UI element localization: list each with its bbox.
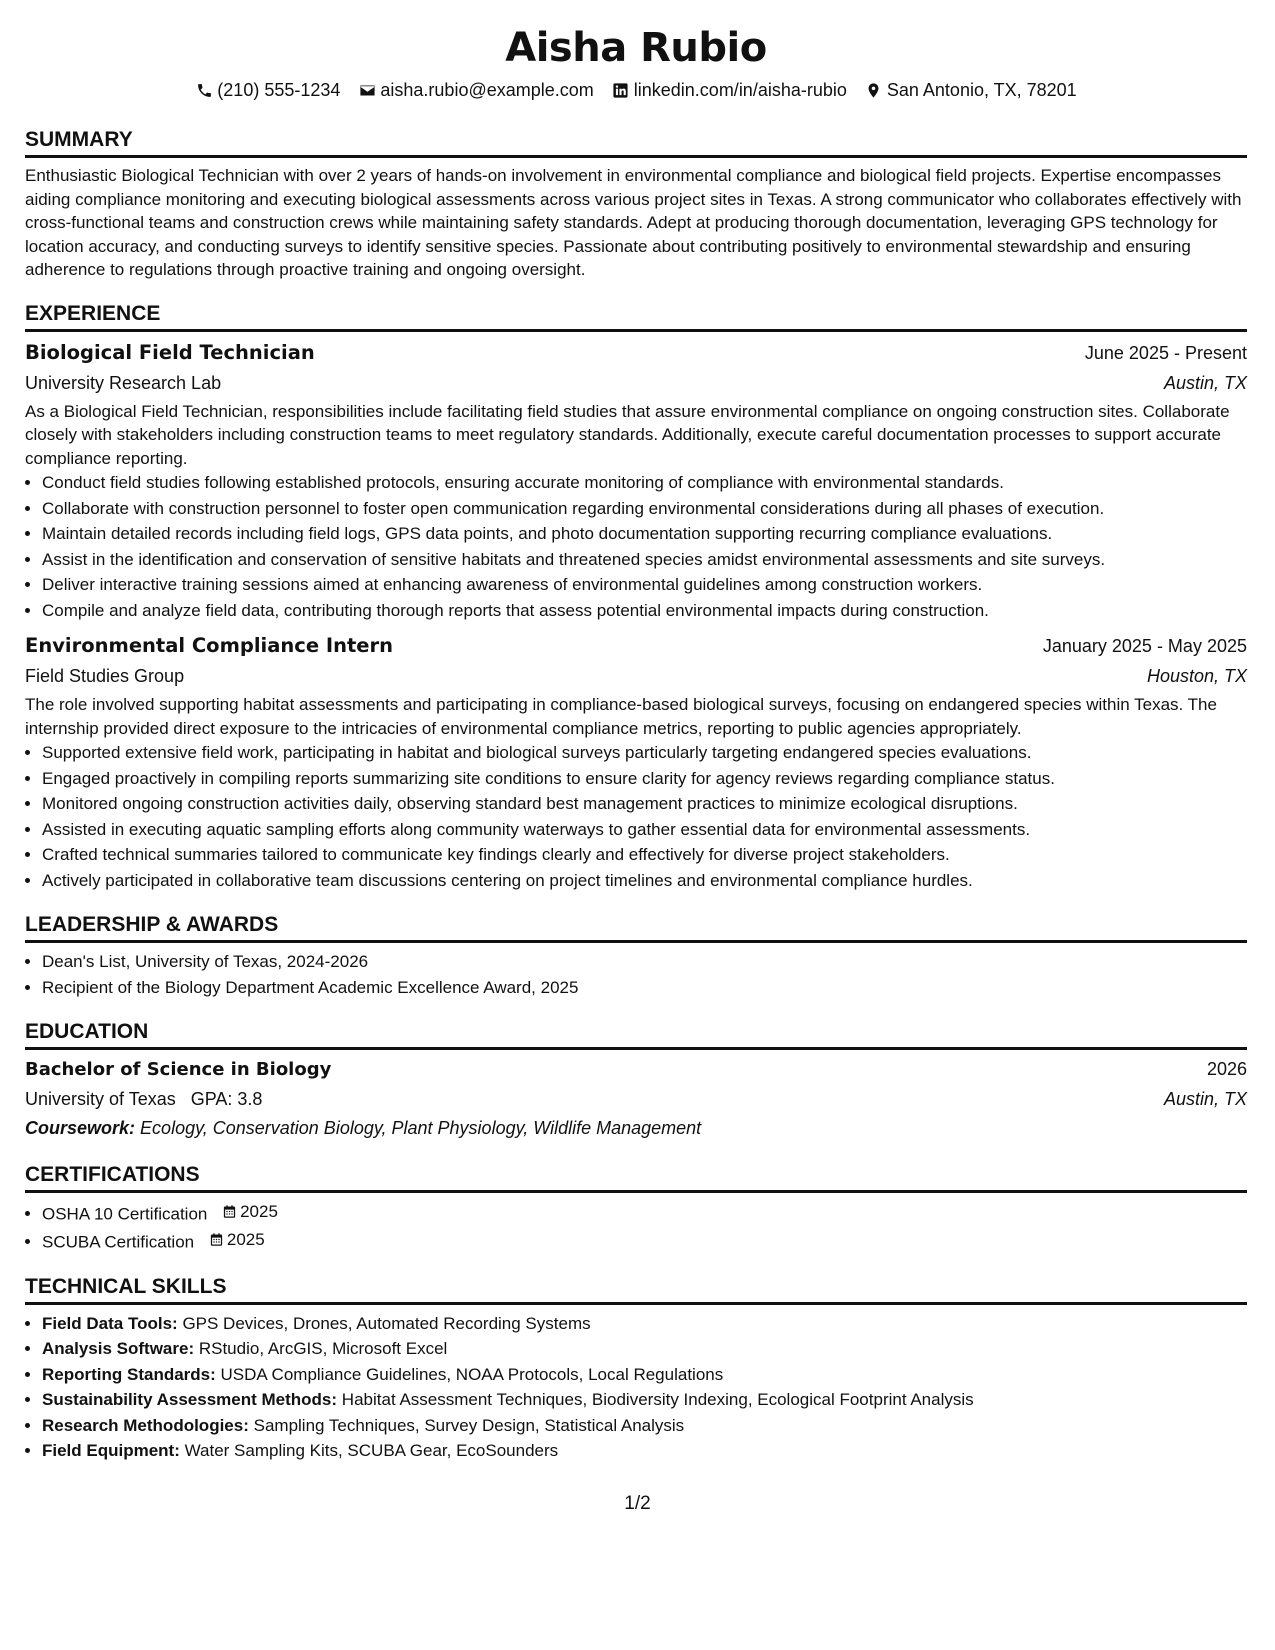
contact-phone — [195, 78, 340, 102]
list-item: • Crafted technical summaries tailored to communicate key findings clearly and effectively for diverse project stakeholders. — [42, 842, 1247, 868]
skill-value: Sampling Techniques, Survey Design, Statistical Analysis — [253, 1415, 685, 1435]
contact-email[interactable] — [358, 78, 593, 102]
list-item: • Maintain detailed records including field logs, GPS data points, and photo documentation supporting recurring compliance evaluations. — [42, 521, 1247, 547]
page-number: 1/2 — [624, 1493, 651, 1514]
job-bullets — [25, 740, 1247, 893]
list-item: • Supported extensive field work, participating in habitat and biological surveys particularly targeting endangered species evaluations. — [42, 740, 1247, 766]
degree: Bachelor of Science in Biology — [25, 1059, 332, 1080]
skill-label: Sustainability Assessment Methods: — [42, 1390, 338, 1409]
job-entry — [25, 631, 1247, 893]
job-description: As a Biological Field Technician, responsibilities include facilitating field studies that assure environmental compliance on ongoing construction sites. Collaborate closely with stakeholders including construction teams to meet regulatory standards. Additionally, execute careful documentation processes to support accurate compliance reporting. — [25, 401, 1230, 468]
list-item: • Assist in the identification and conservation of sensitive habitats and threatened species amidst environmental assessments and site surveys. — [42, 547, 1247, 573]
section-title-experience: EXPERIENCE — [25, 300, 1247, 332]
list-item — [42, 1362, 1247, 1388]
list-item — [42, 1227, 1247, 1255]
coursework — [25, 1114, 1247, 1143]
summary-section — [25, 126, 1247, 282]
list-item: • Engaged proactively in compiling reports summarizing site conditions to ensure clarity for agency reviews regarding compliance status. — [42, 766, 1247, 792]
list-item: • Dean's List, University of Texas, 2024-2026 — [42, 949, 1247, 975]
job-organization: University Research Lab — [25, 372, 222, 393]
education-section — [25, 1018, 1247, 1143]
skills-section — [25, 1273, 1247, 1464]
candidate-name: Aisha Rubio — [505, 25, 767, 71]
list-item: • Compile and analyze field data, contributing thorough reports that assess potential environmental impacts during construction. — [42, 598, 1247, 624]
section-title-education: EDUCATION — [25, 1018, 1247, 1050]
skill-value: Habitat Assessment Techniques, Biodiversity Indexing, Ecological Footprint Analysis — [341, 1390, 974, 1409]
job-entry — [25, 338, 1247, 624]
job-title: Biological Field Technician — [25, 340, 315, 364]
list-item — [42, 1438, 1247, 1464]
job-description: The role involved supporting habitat assessments and participating in compliance-based biological surveys, focusing on endangered species within Texas. The internship provided direct exposure to the intricacies of environmental compliance metrics, reporting to public agencies appropriately. — [25, 695, 1217, 738]
graduation-year: 2026 — [1206, 1059, 1247, 1079]
certification-date — [209, 1227, 265, 1253]
skill-label: Reporting Standards: — [42, 1364, 216, 1384]
certification-date — [222, 1199, 278, 1225]
list-item — [42, 1413, 1247, 1439]
skill-value: USDA Compliance Guidelines, NOAA Protocols, Local Regulations — [220, 1364, 724, 1384]
certifications-section — [25, 1161, 1247, 1255]
certification-name: OSHA 10 Certification — [42, 1204, 208, 1224]
experience-section — [25, 300, 1247, 894]
list-item — [42, 1336, 1247, 1362]
section-title-certifications: CERTIFICATIONS — [25, 1161, 1247, 1193]
summary-text: Enthusiastic Biological Technician with over 2 years of hands-on involvement in environmental compliance and biological field projects. Expertise encompasses aiding compliance monitoring and executing biological assessments across various project sites in Texas. A strong communicator who collaborates effectively with cross-functional teams and construction crews while maintaining safety standards. Adept at producing thorough documentation, leveraging GPS technology for location accuracy, and conducting surveys to identify sensitive species. Passionate about contributing positively to environmental stewardship and ensuring adherence to regulations through proactive training and ongoing oversight. — [25, 166, 1242, 279]
section-title-skills: TECHNICAL SKILLS — [25, 1273, 1247, 1305]
job-dates: January 2025 - May 2025 — [1042, 636, 1247, 656]
certification-year: 2025 — [226, 1229, 265, 1249]
school-location: Austin, TX — [1163, 1089, 1247, 1109]
job-location: Houston, TX — [1146, 666, 1247, 686]
phone-icon — [195, 81, 213, 99]
contact-linkedin[interactable] — [612, 78, 847, 102]
certification-year: 2025 — [240, 1202, 278, 1221]
resume-page — [25, 22, 1247, 1464]
list-item: • Actively participated in collaborative team discussions centering on project timelines and environmental compliance hurdles. — [42, 868, 1247, 894]
section-title-awards: LEADERSHIP & AWARDS — [25, 911, 1247, 943]
certifications-list — [25, 1199, 1247, 1255]
email-text[interactable]: aisha.rubio@example.com — [380, 80, 594, 100]
calendar-icon — [209, 1232, 224, 1247]
job-bullets — [25, 470, 1247, 623]
awards-list — [25, 949, 1247, 1000]
location-text: San Antonio, TX, 78201 — [886, 80, 1077, 100]
coursework-list: Ecology, Conservation Biology, Plant Physiology, Wildlife Management — [140, 1118, 702, 1138]
phone-text: (210) 555-1234 — [217, 80, 341, 100]
skill-value: Water Sampling Kits, SCUBA Gear, EcoSounders — [184, 1441, 559, 1460]
list-item: • Monitored ongoing construction activities daily, observing standard best management practices to minimize ecological disruptions. — [42, 791, 1247, 817]
calendar-icon — [222, 1204, 237, 1219]
skill-label: Field Equipment: — [42, 1441, 180, 1460]
school-and-gpa: University of Texas GPA: 3.8 — [25, 1089, 263, 1109]
skill-value: GPS Devices, Drones, Automated Recording Systems — [182, 1313, 591, 1333]
list-item — [42, 1199, 1247, 1227]
skill-value: RStudio, ArcGIS, Microsoft Excel — [198, 1339, 448, 1358]
certification-name: SCUBA Certification — [42, 1232, 195, 1251]
job-title: Environmental Compliance Intern — [25, 634, 394, 657]
section-title-summary: SUMMARY — [25, 126, 1247, 158]
awards-section — [25, 911, 1247, 1000]
list-item: • Conduct field studies following established protocols, ensuring accurate monitoring of compliance with environmental standards. — [42, 470, 1247, 496]
job-location: Austin, TX — [1163, 372, 1247, 393]
job-organization: Field Studies Group — [25, 666, 185, 686]
list-item — [42, 1387, 1247, 1413]
list-item — [42, 1311, 1247, 1337]
linkedin-text[interactable]: linkedin.com/in/aisha-rubio — [633, 80, 847, 100]
list-item: • Recipient of the Biology Department Academic Excellence Award, 2025 — [42, 975, 1247, 1001]
list-item: • Deliver interactive training sessions aimed at enhancing awareness of environmental guidelines among construction workers. — [42, 572, 1247, 598]
job-dates: June 2025 - Present — [1084, 342, 1247, 363]
contact-location — [865, 78, 1077, 102]
list-item: • Collaborate with construction personnel to foster open communication regarding environmental considerations during all phases of execution. — [42, 496, 1247, 522]
skill-label: Research Methodologies: — [42, 1415, 249, 1435]
linkedin-icon — [612, 81, 630, 99]
coursework-label: Coursework: — [25, 1118, 136, 1138]
skill-label: Analysis Software: — [42, 1339, 195, 1358]
skill-label: Field Data Tools: — [42, 1313, 178, 1333]
skills-list — [25, 1311, 1247, 1464]
envelope-icon — [358, 81, 376, 99]
list-item: • Assisted in executing aquatic sampling efforts along community waterways to gather essential data for environmental assessments. — [42, 817, 1247, 843]
map-pin-icon — [865, 81, 883, 99]
contact-bar — [25, 78, 1247, 102]
